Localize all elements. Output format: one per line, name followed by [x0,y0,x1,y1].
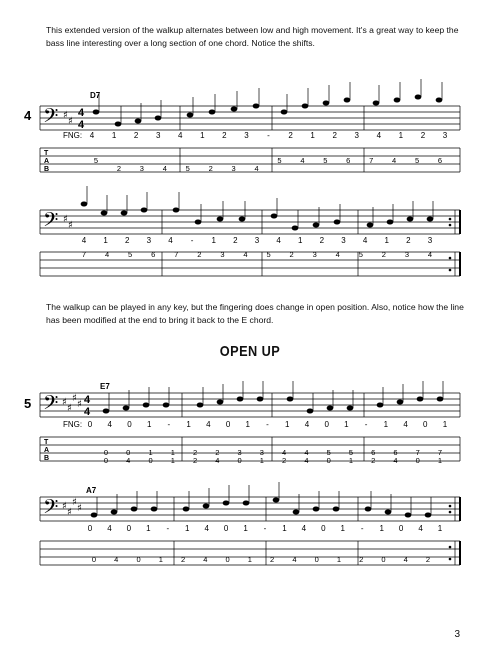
fingering-number: 0 [324,420,329,429]
tab-fret-number: 0 [326,456,331,465]
tab-fret-number: 2 [208,164,213,173]
fingering-number: 0 [223,524,229,533]
fingering-number: 1 [442,420,448,429]
fingering-number: 1 [282,524,287,533]
fingering-number: 1 [200,131,205,140]
tab-fret-number: 4 [300,156,305,165]
fingering-number: 3 [354,131,359,140]
fingering-number: 2 [222,131,227,140]
tab-fret-number: 1 [348,456,354,465]
tab-fret-number: 4 [203,555,208,564]
fingering-label: FNG: [63,420,83,429]
fingering-number: 1 [146,420,152,429]
tab-fret-number: 0 [314,555,319,564]
tab-fret-number: 3 [237,448,242,457]
fingering-number: 1 [379,524,384,533]
fingering-number: 3 [244,131,249,140]
fingering-number: 3 [427,236,433,245]
tab-fret-number: 0 [381,555,386,564]
tab-fret-number: 2 [180,555,186,564]
fingering-number: 4 [304,420,310,429]
svg-text:A: A [44,447,50,454]
fingering-number: 1 [211,236,216,245]
tab-fret-number: 5 [185,164,190,173]
fingering-number: 4 [276,236,281,245]
svg-text:♯: ♯ [67,403,72,414]
tab-fret-number: 7 [415,448,420,457]
fingering-number: 1 [398,131,404,140]
svg-text:♯: ♯ [72,497,77,508]
fingering-number: 3 [341,236,346,245]
fingering-number: 1 [298,236,303,245]
svg-text:4: 4 [84,394,91,406]
tab-fret-number: 5 [414,156,420,165]
fingering-number: 0 [126,524,132,533]
tab-fret-number: 3 [312,250,317,259]
fingering-number: - [166,524,170,533]
fingering-number: 0 [398,524,404,533]
tab-fret-number: 4 [282,448,287,457]
tab-fret-number: 1 [437,456,443,465]
fingering-number: 4 [418,524,423,533]
svg-text:♯: ♯ [77,503,82,514]
tab-fret-number: 0 [415,456,420,465]
fingering-number: 4 [81,236,87,245]
svg-text:♯: ♯ [77,399,82,410]
tab-fret-number: 4 [304,456,309,465]
tab-fret-number: 4 [335,250,340,259]
fingering-number: 4 [376,131,382,140]
tab-fret-number: 2 [289,250,294,259]
fingering-number: 4 [107,420,112,429]
fingering-number: 3 [254,236,260,245]
fingering-number: 0 [87,420,93,429]
tab-fret-number: 2 [192,448,198,457]
tab-fret-number: 6 [393,448,398,457]
fingering-number: 1 [340,524,346,533]
tab-fret-number: 7 [437,448,443,457]
chord-symbol: A7 [86,486,97,495]
tab-fret-number: 4 [114,555,119,564]
svg-text:A: A [44,158,50,165]
tab-fret-number: 0 [103,448,109,457]
svg-text:4: 4 [78,119,85,131]
fingering-number: 4 [107,524,112,533]
fingering-number: 4 [178,131,183,140]
fingering-number: 0 [423,420,428,429]
intro-paragraph: This extended version of the walkup alternates between low and high movement. It's a great way to keep the bass line interesting over a long section of one chord. Notice the shifts. [46,25,459,48]
bass-clef-icon: 𝄢 [43,104,59,132]
fingering-number: - [267,131,270,140]
fingering-number: 4 [403,420,408,429]
tab-fret-number: 4 [393,456,398,465]
tab-fret-number: 0 [91,555,97,564]
fingering-number: 2 [125,236,130,245]
example-number: 5 [24,396,32,411]
fingering-number: 1 [186,420,191,429]
fingering-number: 4 [204,524,209,533]
tab-fret-number: 7 [174,250,179,259]
tab-fret-number: 2 [282,456,287,465]
note-group [93,79,442,126]
tab-fret-number: 1 [158,555,163,564]
fingering-number: - [364,420,368,429]
fingering-number: - [167,420,171,429]
fingering-number: 1 [383,420,389,429]
bass-clef-icon: 𝄢 [43,495,59,523]
fingering-number: 2 [406,236,411,245]
tab-fret-number: 2 [197,250,202,259]
svg-text:♯: ♯ [63,214,68,225]
fingering-number: 3 [442,131,448,140]
tab-fret-number: 5 [128,250,133,259]
fingering-number: 0 [225,420,231,429]
tab-fret-number: 5 [358,250,363,259]
tab-fret-number: 0 [148,456,153,465]
tab-fret-number: 5 [266,250,271,259]
tab-fret-number: 0 [126,448,131,457]
fingering-number: 4 [206,420,211,429]
tab-fret-number: 3 [231,164,236,173]
tab-fret-number: 5 [323,156,328,165]
tab-fret-number: 4 [403,555,408,564]
fingering-number: 3 [146,236,152,245]
note-group [103,381,443,413]
tab-fret-number: 5 [326,448,331,457]
fingering-number: 1 [103,236,108,245]
svg-text:B: B [44,166,50,173]
tab-fret-number: 7 [369,156,374,165]
tab-fret-number: 7 [81,250,87,259]
fingering-number: 2 [288,131,293,140]
tab-fret-number: 0 [237,456,242,465]
explanation-paragraph: The walkup can be played in any key, but the fingering does change in open position. Also, notice how the line has been modified at the end to bring it back to the E chord. [46,302,464,325]
tab-fret-number: 3 [139,164,144,173]
fingering-number: 2 [133,131,139,140]
tab-fret-number: 4 [392,156,397,165]
tab-fret-number: 6 [437,156,443,165]
svg-text:4: 4 [78,107,85,119]
fingering-number: 2 [332,131,337,140]
tab-fret-number: 2 [381,250,386,259]
note-group [91,482,431,517]
tab-fret-number: 3 [259,448,264,457]
fingering-number: 1 [284,420,290,429]
tab-fret-number: 2 [425,555,431,564]
fingering-label: FNG: [63,131,83,140]
bass-clef-icon: 𝄢 [43,208,59,236]
tab-fret-number: 2 [359,555,364,564]
svg-text:♯: ♯ [62,501,67,512]
tab-fret-number: 0 [225,555,230,564]
tab-fret-number: 1 [148,448,153,457]
tab-fret-number: 4 [292,555,297,564]
tab-fret-number: 4 [254,164,259,173]
fingering-number: 0 [87,524,93,533]
tab-fret-number: 4 [304,448,309,457]
fingering-number: 1 [111,131,117,140]
fingering-number: 0 [127,420,132,429]
fingering-number: - [266,420,269,429]
fingering-number: 2 [233,236,238,245]
svg-text:♯: ♯ [68,220,73,231]
tab-fret-number: 3 [404,250,410,259]
svg-text:♯: ♯ [67,507,72,518]
fingering-number: - [360,524,364,533]
tab-fret-number: 1 [259,456,264,465]
tab-fret-number: 2 [192,456,198,465]
svg-text:♯: ♯ [62,397,67,408]
chord-symbol: D7 [90,91,101,100]
tab-fret-number: 4 [162,164,167,173]
fingering-number: 1 [437,524,443,533]
tab-fret-number: 2 [215,448,220,457]
fingering-number: 4 [168,236,173,245]
fingering-number: 2 [319,236,325,245]
tab-fret-number: 4 [243,250,248,259]
fingering-number: 1 [310,131,315,140]
fingering-number: 0 [321,524,326,533]
tab-fret-number: 4 [126,456,131,465]
chord-symbol: E7 [100,382,110,391]
fingering-number: 1 [146,524,151,533]
svg-text:B: B [44,455,50,462]
tab-fret-number: 1 [170,448,175,457]
fingering-number: 4 [362,236,368,245]
svg-text:4: 4 [84,406,91,418]
tab-fret-number: 2 [371,456,376,465]
tab-fret-number: 5 [93,156,99,165]
note-group [81,186,433,230]
tab-fret-number: 0 [136,555,141,564]
fingering-number: 1 [384,236,389,245]
tab-fret-number: 2 [270,555,275,564]
fingering-number: 1 [243,524,248,533]
svg-text:♯: ♯ [72,393,77,404]
fingering-number: 1 [245,420,251,429]
fingering-number: 1 [344,420,349,429]
tab-fret-number: 4 [104,250,110,259]
tab-fret-number: 6 [346,156,351,165]
fingering-number: 4 [301,524,307,533]
tab-fret-number: 6 [371,448,376,457]
fingering-number: 4 [89,131,95,140]
tab-fret-number: 0 [103,456,109,465]
fingering-number: - [190,236,194,245]
fingering-number: 3 [155,131,161,140]
bass-clef-icon: 𝄢 [43,391,59,419]
svg-text:T: T [44,439,49,446]
fingering-number: - [263,524,267,533]
tab-fret-number: 6 [151,250,156,259]
tab-fret-number: 5 [277,156,282,165]
fingering-number: 2 [420,131,426,140]
tab-fret-number: 1 [336,555,342,564]
tab-fret-number: 4 [215,456,220,465]
page-number: 3 [454,629,460,640]
tab-fret-number: 5 [348,448,354,457]
section-heading: OPEN UP [219,343,281,360]
tab-fret-number: 1 [170,456,175,465]
tab-fret-number: 4 [427,250,433,259]
example-number: 4 [24,108,32,123]
tab-fret-number: 1 [247,555,252,564]
svg-text:♯: ♯ [68,116,73,127]
svg-text:T: T [44,150,49,157]
fingering-number: 1 [184,524,190,533]
tab-fret-number: 2 [116,164,122,173]
tab-fret-number: 3 [220,250,225,259]
svg-text:♯: ♯ [63,110,68,121]
